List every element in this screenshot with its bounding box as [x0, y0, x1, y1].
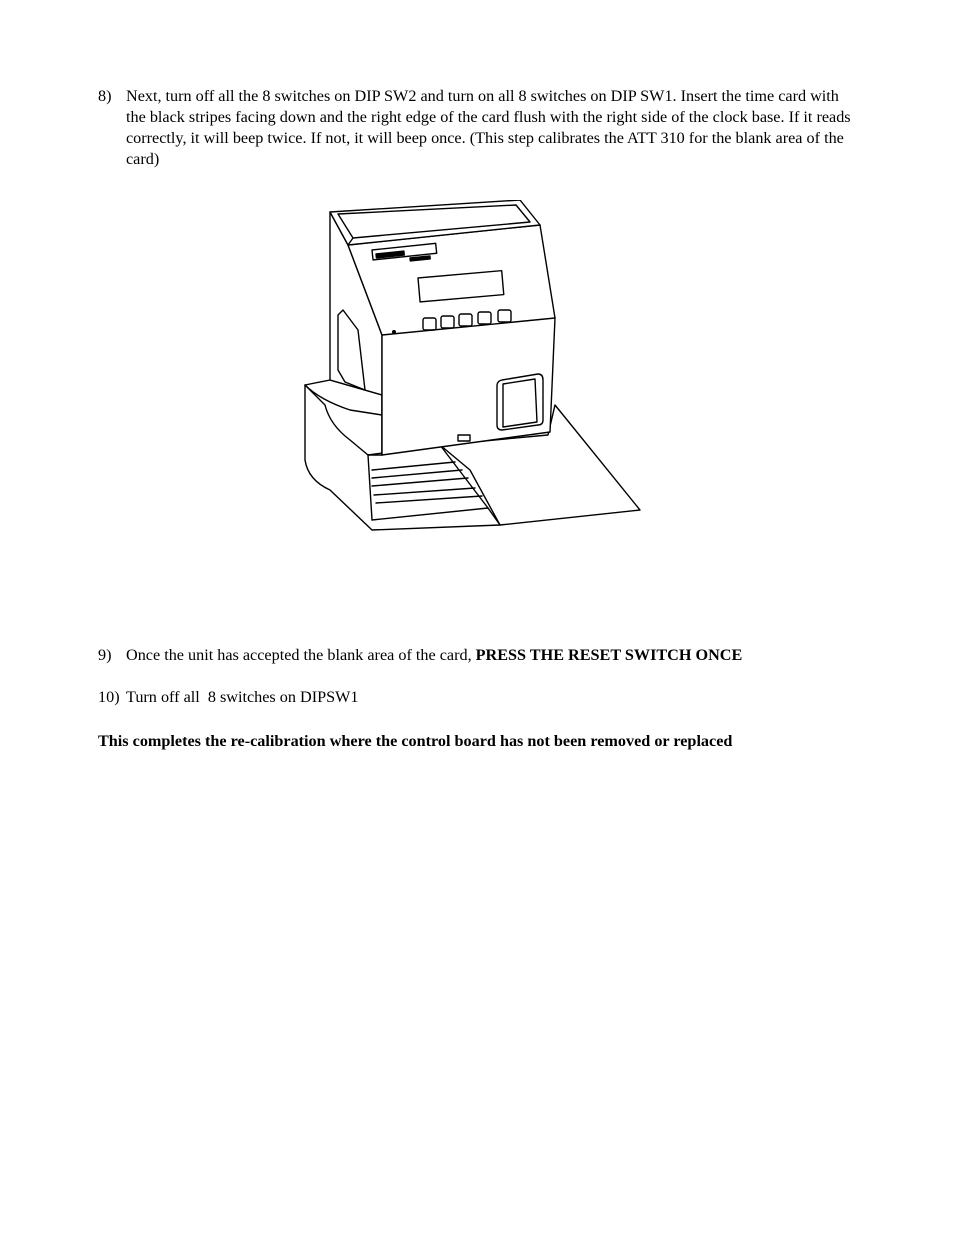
time-clock-illustration	[300, 200, 650, 535]
step-number: 8)	[98, 87, 112, 105]
step-10	[98, 687, 858, 708]
step-number: 10)	[98, 688, 120, 706]
step-text: Next, turn off all the 8 switches on DIP SW2 and turn on all 8 switches on DIP SW1. Insert the time card with the black stripes facing down and the right edge of the card flush with the right side of the clock base. If it reads correctly, it will beep twice. If not, it will beep once. (This step calibrates the ATT 310 for the blank area of the card)	[126, 87, 851, 168]
step-text: Turn off all 8 switches on DIPSW1	[126, 688, 359, 706]
indicator-led	[392, 330, 396, 334]
step-text-emphasis: PRESS THE RESET SWITCH ONCE	[475, 646, 743, 664]
step-number: 9)	[98, 646, 112, 664]
step-text	[126, 645, 858, 666]
step-8	[98, 86, 858, 170]
step-9	[98, 645, 858, 666]
step-text-plain: Once the unit has accepted the blank area of the card,	[126, 646, 476, 664]
closing-statement: This completes the re-calibration where the control board has not been removed or replaced	[98, 732, 733, 750]
